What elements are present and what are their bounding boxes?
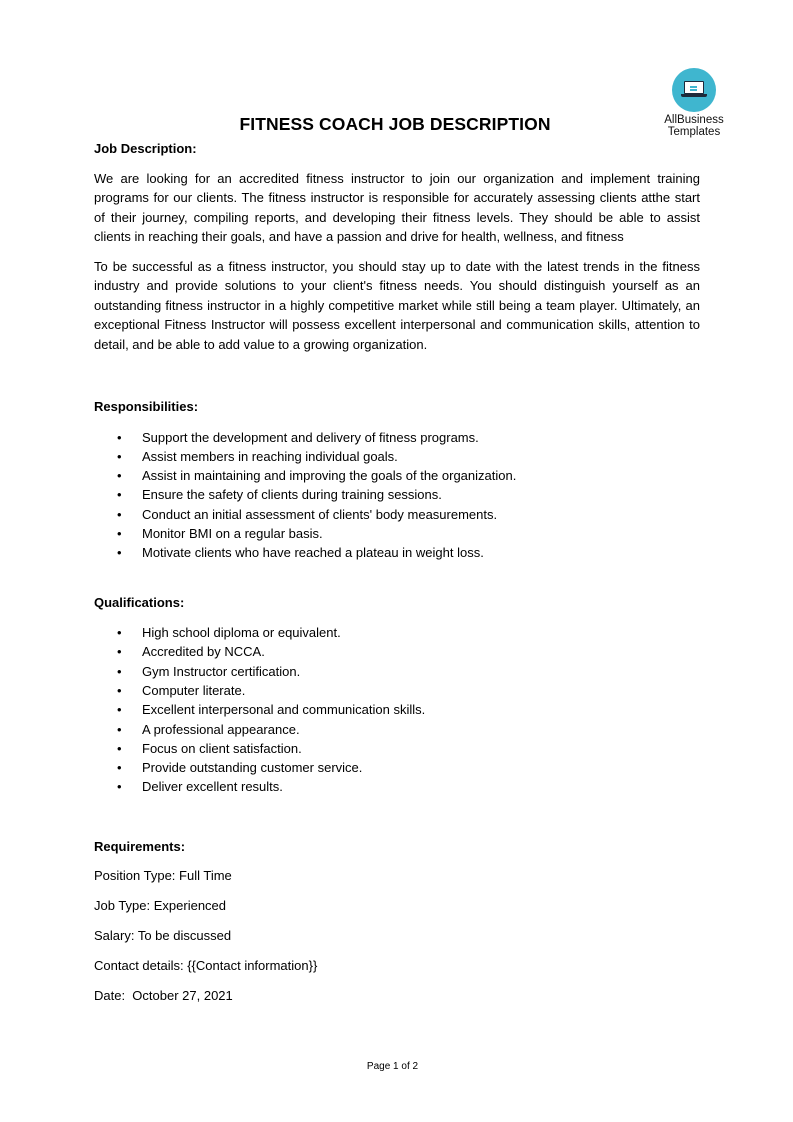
bullet: • xyxy=(117,644,122,660)
document-body xyxy=(94,139,700,1006)
bullet: • xyxy=(117,663,122,679)
list-item: • Accredited by NCCA. xyxy=(94,642,700,661)
requirement-job-type: Job Type: Experienced xyxy=(94,898,227,914)
bullet: • xyxy=(117,429,122,445)
document-title: FITNESS COACH JOB DESCRIPTION xyxy=(239,114,551,134)
qualifications-list xyxy=(94,623,700,797)
list-item: • Assist in maintaining and improving the goals of the organization. xyxy=(94,466,700,485)
bullet: • xyxy=(117,721,122,737)
qualifications-heading: Qualifications: xyxy=(94,594,185,610)
laptop-icon xyxy=(672,68,716,112)
job-description-paragraph-2: To be successful as a fitness instructor, you should stay up to date with the latest trends in the fitness industry and provide solutions to your client's fitness needs. You should distinguish yourself as an outstanding fitness instructor in a highly competitive market while still being a team player. Ultimately, an exceptional Fitness Instructor will possess excellent interpersonal and communication skills, attention to detail, and be able to add value to a growing organization. xyxy=(94,258,700,352)
job-description-heading: Job Description: xyxy=(94,141,197,156)
logo-text-line2: Templates xyxy=(667,126,721,138)
bullet: • xyxy=(117,448,122,464)
bullet: • xyxy=(117,625,122,641)
requirements-heading: Requirements: xyxy=(94,838,186,854)
bullet: • xyxy=(117,702,122,718)
responsibilities-heading: Responsibilities: xyxy=(94,399,199,414)
list-item: • Motivate clients who have reached a plateau in weight loss. xyxy=(94,543,700,562)
bullet: • xyxy=(117,487,122,503)
responsibilities-list xyxy=(94,428,700,563)
list-item: • Conduct an initial assessment of clients' body measurements. xyxy=(94,505,700,524)
list-item: • Excellent interpersonal and communication skills. xyxy=(94,700,700,719)
bullet: • xyxy=(117,525,122,541)
bullet: • xyxy=(117,760,122,776)
list-item: • A professional appearance. xyxy=(94,720,700,739)
bullet: • xyxy=(117,682,122,698)
list-item: • Assist members in reaching individual goals. xyxy=(94,447,700,466)
list-item: • Deliver excellent results. xyxy=(94,777,700,796)
logo-text-line1: AllBusiness xyxy=(664,114,724,126)
requirement-date: Date: October 27, 2021 xyxy=(94,988,233,1004)
list-item: • Ensure the safety of clients during training sessions. xyxy=(94,485,700,504)
job-description-paragraph-1: We are looking for an accredited fitness instructor to join our organization and implement training programs for our clients. The fitness instructor is responsible for accurately assessing clients atthe start of their journey, compiling reports, and developing their fitness levels. They should be able to assist clients in reaching their goals, and have a passion and drive for health, wellness, and fitness xyxy=(94,170,700,244)
list-item: • Support the development and delivery of fitness programs. xyxy=(94,428,700,447)
bullet: • xyxy=(117,545,122,561)
bullet: • xyxy=(117,468,122,484)
list-item: • High school diploma or equivalent. xyxy=(94,623,700,642)
requirement-contact-details: Contact details: {{Contact information}} xyxy=(94,958,318,974)
requirement-position-type: Position Type: Full Time xyxy=(94,868,232,884)
bullet: • xyxy=(117,740,122,756)
requirement-salary: Salary: To be discussed xyxy=(94,928,232,944)
list-item: • Monitor BMI on a regular basis. xyxy=(94,524,700,543)
bullet: • xyxy=(117,779,122,795)
list-item: • Focus on client satisfaction. xyxy=(94,739,700,758)
list-item: • Gym Instructor certification. xyxy=(94,662,700,681)
page-number: Page 1 of 2 xyxy=(366,1061,419,1072)
bullet: • xyxy=(117,506,122,522)
list-item: • Provide outstanding customer service. xyxy=(94,758,700,777)
list-item: • Computer literate. xyxy=(94,681,700,700)
